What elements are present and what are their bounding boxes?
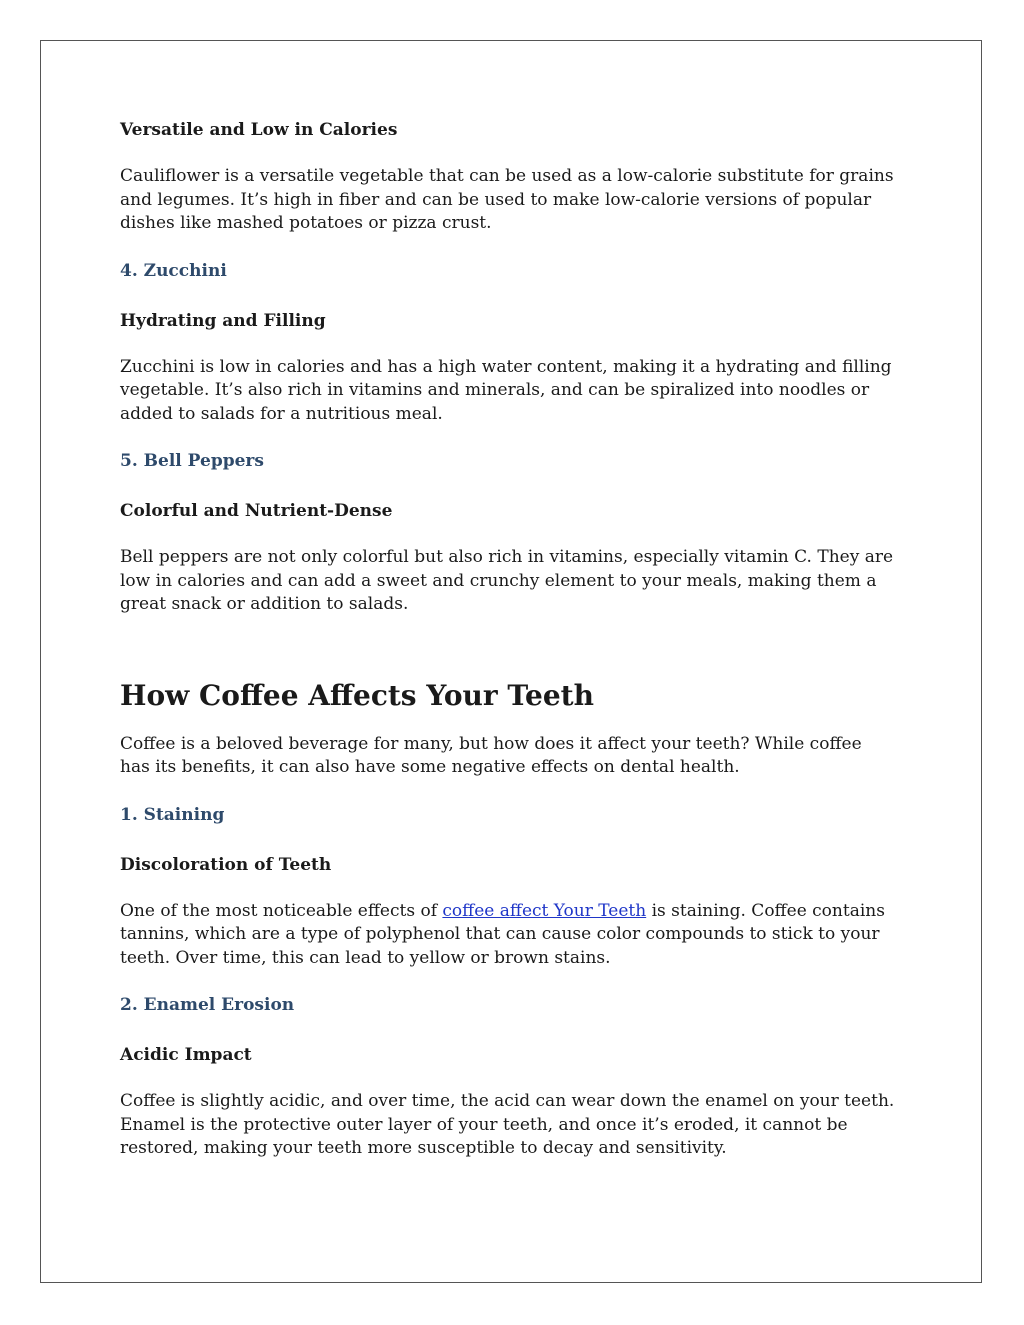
paragraph-coffee-intro: Coffee is a beloved beverage for many, but how does it affect your teeth? While coffee has its benefits, it can also have some negative effects on dental health. — [120, 733, 862, 777]
paragraph-staining — [120, 900, 895, 971]
subheading-hydrating-filling: Hydrating and Filling — [120, 310, 326, 331]
subheading-versatile-low-calories: Versatile and Low in Calories — [120, 120, 398, 140]
paragraph-bell-peppers: Bell peppers are not only colorful but also rich in vitamins, especially vitamin C. They are low in calories and can add a sweet and crunchy element to your meals, making them a great snack or addition to salads. — [120, 547, 894, 614]
subheading-discoloration: Discoloration of Teeth — [120, 854, 332, 875]
staining-text-before: One of the most noticeable effects of — [120, 900, 443, 921]
heading-enamel-erosion: 2. Enamel Erosion — [120, 995, 295, 1015]
section-title-coffee-teeth: How Coffee Affects Your Teeth — [120, 678, 594, 712]
paragraph-enamel: Coffee is slightly acidic, and over time, the acid can wear down the enamel on your teeth. Enamel is the protective outer layer of your teeth, and once it’s eroded, it cannot be restored, making your teeth more susceptible to decay and sensitivity. — [120, 1091, 895, 1158]
heading-bell-peppers: 5. Bell Peppers — [120, 451, 264, 471]
heading-zucchini: 4. Zucchini — [120, 260, 227, 281]
paragraph-cauliflower: Cauliflower is a versatile vegetable that can be used as a low-calorie substitute for grains and legumes. It’s high in fiber and can be used to make low-calorie versions of popular dishes like mashed potatoes or pizza crust. — [120, 166, 894, 233]
paragraph-zucchini: Zucchini is low in calories and has a high water content, making it a hydrating and filling vegetable. It’s also rich in vitamins and minerals, and can be spiralized into noodles or added to salads for a nutritious meal. — [120, 356, 892, 424]
subheading-colorful-nutrient-dense: Colorful and Nutrient-Dense — [120, 501, 393, 521]
heading-staining: 1. Staining — [120, 804, 225, 825]
document-content — [120, 118, 895, 1184]
subheading-acidic-impact: Acidic Impact — [120, 1045, 252, 1065]
coffee-teeth-link[interactable]: coffee affect Your Teeth — [442, 900, 647, 921]
staining-text-after: is staining. Coffee contains tannins, which are a type of polyphenol that can cause color compounds to stick to your teeth. Over time, this can lead to yellow or brown stains. — [120, 900, 885, 968]
